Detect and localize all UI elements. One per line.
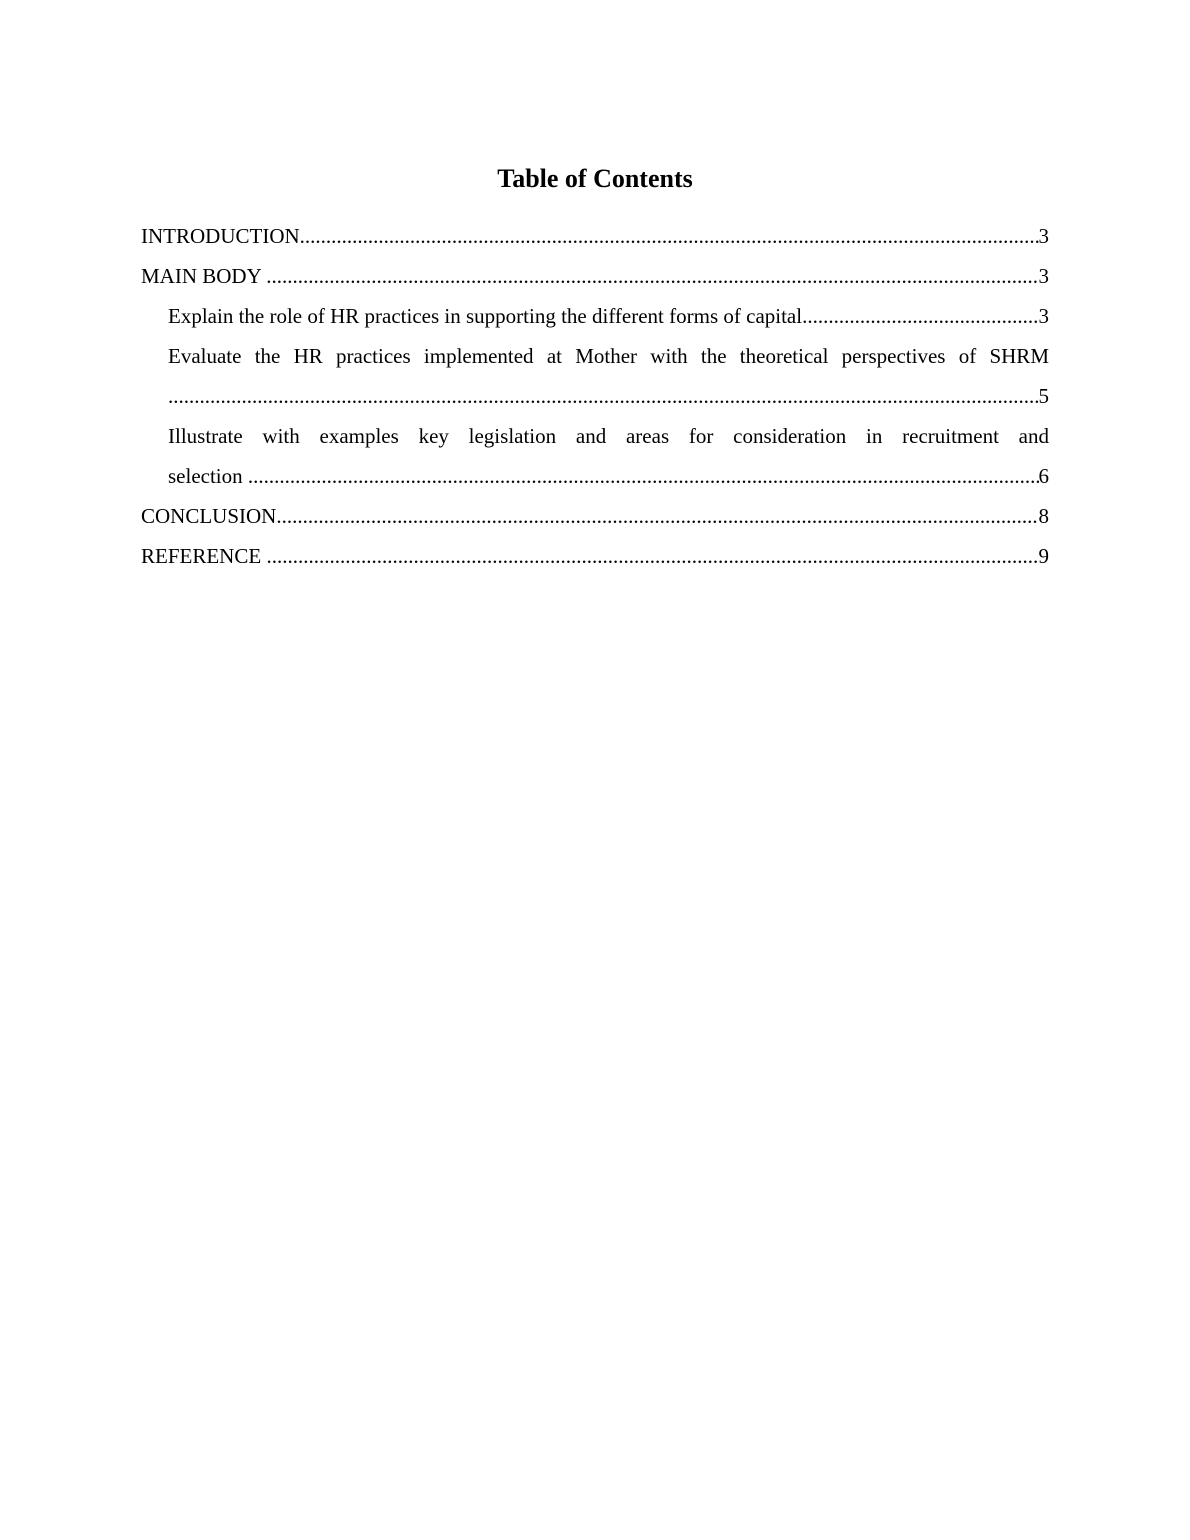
toc-entry-label: CONCLUSION bbox=[141, 504, 277, 528]
toc-entry-label: Explain the role of HR practices in supporting the different forms of capital bbox=[168, 304, 803, 328]
toc-entry-introduction[interactable] bbox=[141, 216, 1049, 256]
toc-entry-label: MAIN BODY bbox=[141, 264, 267, 288]
toc-entry-label-line2: selection bbox=[168, 464, 248, 488]
toc-entry-label-line: Illustrate with examples key legislation and areas for consideration in recruitment and bbox=[168, 424, 1049, 448]
dot-leader bbox=[266, 536, 1038, 576]
toc-entry-continuation bbox=[168, 456, 1049, 496]
toc-list bbox=[141, 216, 1049, 576]
dot-leader bbox=[248, 456, 1039, 496]
toc-entry-label: INTRODUCTION bbox=[141, 224, 300, 248]
dot-leader bbox=[276, 496, 1038, 536]
toc-entry-label: REFERENCE bbox=[141, 544, 267, 568]
toc-entry-legislation-recruitment[interactable] bbox=[168, 416, 1049, 496]
dot-leader bbox=[300, 216, 1039, 256]
toc-entry-evaluate-hr-practices[interactable] bbox=[168, 336, 1049, 416]
dot-leader bbox=[168, 376, 1039, 416]
toc-entry-page: 3 bbox=[1038, 224, 1049, 248]
toc-title: Table of Contents bbox=[497, 164, 693, 193]
toc-entry-main-body[interactable] bbox=[141, 256, 1049, 296]
toc-entry-conclusion[interactable] bbox=[141, 496, 1049, 536]
toc-entry-page: 5 bbox=[1038, 384, 1049, 408]
toc-entry-page: 6 bbox=[1038, 464, 1049, 488]
toc-entry-page: 9 bbox=[1038, 544, 1049, 568]
toc-entry-reference[interactable] bbox=[141, 536, 1049, 576]
toc-entry-continuation bbox=[168, 376, 1049, 416]
toc-entry-hr-practices-capital[interactable] bbox=[168, 296, 1049, 336]
dot-leader bbox=[266, 256, 1038, 296]
dot-leader bbox=[802, 296, 1038, 336]
toc-entry-page: 3 bbox=[1038, 264, 1049, 288]
toc-entry-page: 8 bbox=[1038, 504, 1049, 528]
toc-entry-page: 3 bbox=[1038, 304, 1049, 328]
toc-entry-label-line: Evaluate the HR practices implemented at Mother with the theoretical perspectives of SHRM bbox=[168, 344, 1049, 368]
